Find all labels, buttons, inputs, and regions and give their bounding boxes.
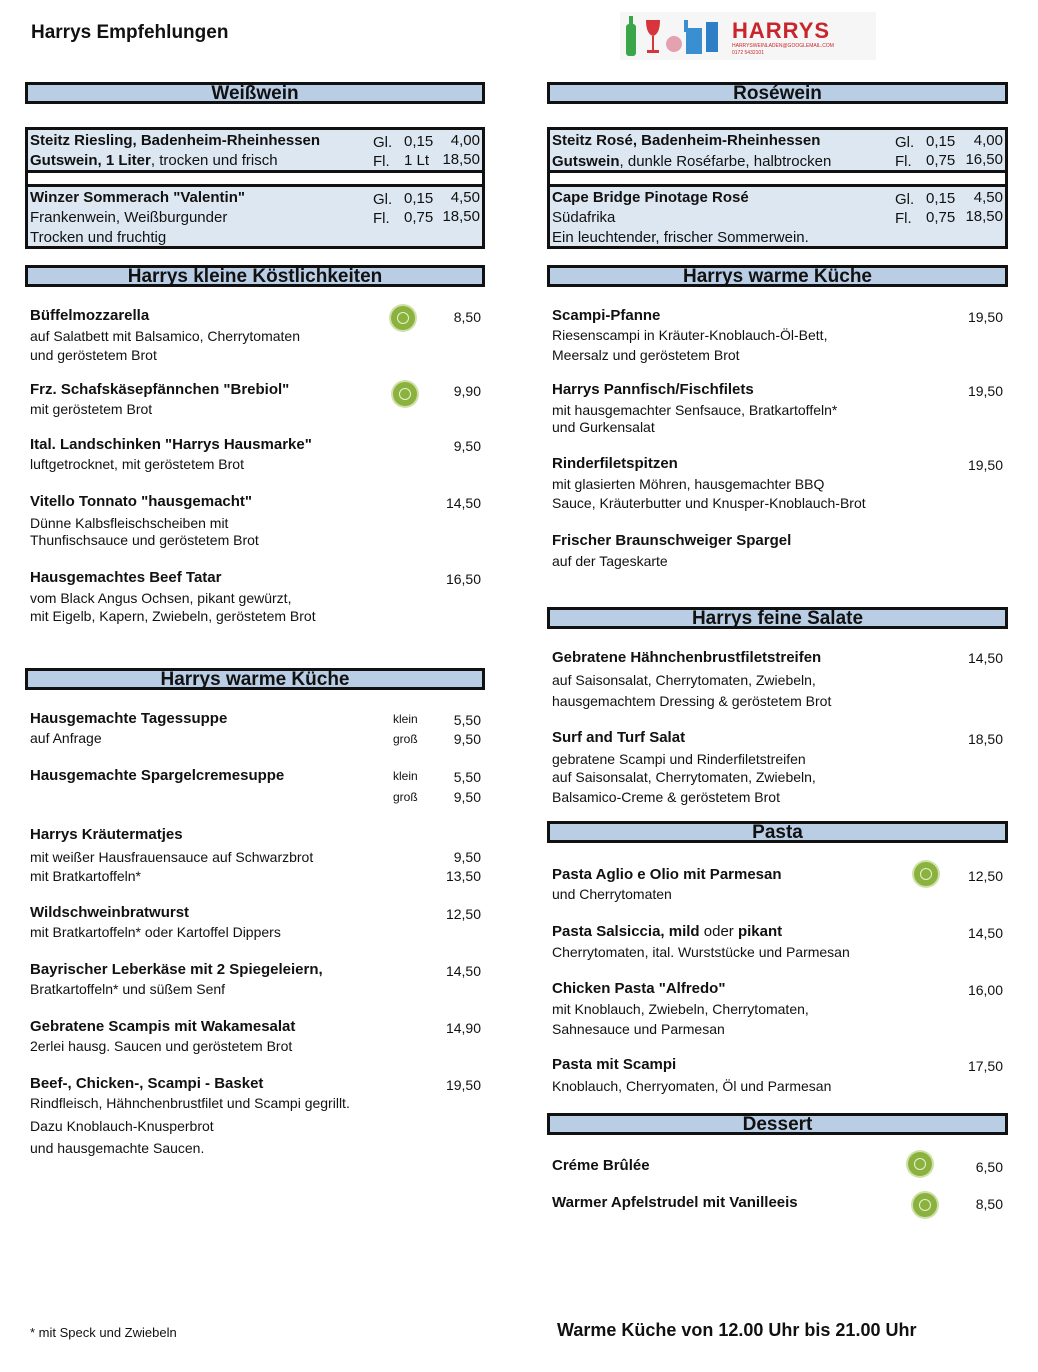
- item-price: 13,50: [445, 868, 481, 884]
- item-name: Wildschweinbratwurst: [30, 904, 190, 921]
- item-price: 19,50: [967, 309, 1003, 325]
- wine-row: Steitz Riesling, Badenheim-Rheinhessen Gl. 0,15 4,00 Gutswein, 1 Liter, trocken und frisch Fl. 1 Lt 18,50: [30, 132, 480, 170]
- item-price: 5,50: [453, 712, 481, 728]
- item-price: 9,50: [453, 849, 481, 865]
- item-price: 6,50: [975, 1159, 1003, 1175]
- wine-row: Winzer Sommerach "Valentin" Gl. 0,15 4,50 Frankenwein, Weißburgunder Fl. 0,75 18,50 Trocken und fruchtig: [30, 189, 480, 246]
- logo-brand: HARRYS: [732, 18, 831, 43]
- section-salate: Harrys feine Salate: [547, 607, 1008, 629]
- wine-row: Cape Bridge Pinotage Rosé Gl. 0,15 4,50 Südafrika Fl. 0,75 18,50 Ein leuchtender, frischer Sommerwein.: [552, 189, 1003, 246]
- item-price: 8,50: [975, 1196, 1003, 1212]
- item-name: Gebratene Hähnchenbrustfiletstreifen: [552, 649, 822, 666]
- section-koestlichkeiten: Harrys kleine Köstlichkeiten: [25, 265, 485, 287]
- wine-name: Winzer Sommerach "Valentin": [30, 189, 245, 206]
- footnote: * mit Speck und Zwiebeln: [30, 1325, 177, 1340]
- section-warme-kueche-left: Harrys warme Küche: [25, 668, 485, 690]
- wine-price: 4,00: [973, 132, 1003, 149]
- section-dessert: Dessert: [547, 1113, 1008, 1135]
- item-name: Frz. Schafskäsepfännchen "Brebiol": [30, 381, 290, 398]
- opening-hours: Warme Küche von 12.00 Uhr bis 21.00 Uhr: [557, 1320, 917, 1340]
- wine-price: 4,00: [450, 132, 480, 149]
- item-name: Beef-, Chicken-, Scampi - Basket: [30, 1075, 264, 1092]
- wine-price: 4,50: [973, 189, 1003, 206]
- item-name: Bayrischer Leberkäse mit 2 Spiegeleiern,: [30, 961, 323, 978]
- section-weisswein: Weißwein: [25, 82, 485, 104]
- page-title: Harrys Empfehlungen: [31, 22, 229, 43]
- vegetarian-icon: [908, 1152, 932, 1176]
- logo-phone: 0172 5432101: [732, 50, 764, 56]
- item-price: 16,00: [967, 982, 1003, 998]
- item-price: 14,50: [445, 495, 481, 511]
- item-price: 12,50: [967, 868, 1003, 884]
- wine-price: 16,50: [965, 151, 1003, 168]
- vegetarian-icon: [914, 862, 938, 886]
- vegetarian-icon: [391, 306, 415, 330]
- section-warme-kueche-right: Harrys warme Küche: [547, 265, 1008, 287]
- item-name: Ital. Landschinken "Harrys Hausmarke": [30, 436, 312, 453]
- item-name: Chicken Pasta "Alfredo": [552, 980, 726, 997]
- item-name: Frischer Braunschweiger Spargel: [552, 532, 792, 549]
- vegetarian-icon: [913, 1193, 937, 1217]
- item-name: Warmer Apfelstrudel mit Vanilleeis: [552, 1194, 798, 1211]
- item-name: Pasta Salsiccia, mild oder pikant: [552, 923, 783, 940]
- item-price: 9,50: [453, 438, 481, 454]
- item-price: 19,50: [445, 1077, 481, 1093]
- item-price: 14,90: [445, 1020, 481, 1036]
- item-name: Vitello Tonnato "hausgemacht": [30, 493, 253, 510]
- item-price: 14,50: [967, 925, 1003, 941]
- item-price: 9,50: [453, 731, 481, 747]
- item-name: Créme Brûlée: [552, 1157, 650, 1174]
- item-name: Büffelmozzarella: [30, 307, 150, 324]
- item-price: 9,50: [453, 789, 481, 805]
- item-price: 18,50: [967, 731, 1003, 747]
- section-pasta: Pasta: [547, 821, 1008, 843]
- item-price: 9,90: [453, 383, 481, 399]
- wine-price: 18,50: [442, 208, 480, 225]
- wine-name: Steitz Riesling, Badenheim-Rheinhessen: [30, 132, 321, 149]
- item-name: Hausgemachtes Beef Tatar: [30, 569, 222, 586]
- wine-name: Cape Bridge Pinotage Rosé: [552, 189, 749, 206]
- item-name: Surf and Turf Salat: [552, 729, 686, 746]
- item-price: 19,50: [967, 457, 1003, 473]
- vegetarian-icon: [393, 382, 417, 406]
- item-name: Hausgemachte Tagessuppe: [30, 710, 228, 727]
- wine-price: 4,50: [450, 189, 480, 206]
- item-price: 19,50: [967, 383, 1003, 399]
- item-price: 17,50: [967, 1058, 1003, 1074]
- item-name: Rinderfiletspitzen: [552, 455, 678, 472]
- wine-row: Steitz Rosé, Badenheim-Rheinhessen Gl. 0,15 4,00 Gutswein, dunkle Roséfarbe, halbtrocken Fl. 0,75 16,50: [552, 132, 1003, 170]
- item-price: 12,50: [445, 906, 481, 922]
- logo-email: HARRYSWEINLADEN@GOOGLEMAIL.COM: [732, 43, 834, 49]
- weisswein-box: [25, 127, 485, 249]
- item-name: Scampi-Pfanne: [552, 307, 661, 324]
- item-name: Hausgemachte Spargelcremesuppe: [30, 767, 285, 784]
- wine-name: Steitz Rosé, Badenheim-Rheinhessen: [552, 132, 821, 149]
- item-price: 14,50: [967, 650, 1003, 666]
- item-name: Pasta Aglio e Olio mit Parmesan: [552, 866, 782, 883]
- item-price: 5,50: [453, 769, 481, 785]
- rosewein-box: [547, 127, 1008, 249]
- wine-price: 18,50: [442, 151, 480, 168]
- item-name: Harrys Kräutermatjes: [30, 826, 183, 843]
- item-name: Gebratene Scampis mit Wakamesalat: [30, 1018, 296, 1035]
- item-price: 8,50: [453, 309, 481, 325]
- harrys-logo: [620, 12, 876, 60]
- wine-price: 18,50: [965, 208, 1003, 225]
- section-rosewein: Roséwein: [547, 82, 1008, 104]
- item-name: Pasta mit Scampi: [552, 1056, 677, 1073]
- item-price: 14,50: [445, 963, 481, 979]
- item-price: 16,50: [445, 571, 481, 587]
- item-name: Harrys Pannfisch/Fischfilets: [552, 381, 754, 398]
